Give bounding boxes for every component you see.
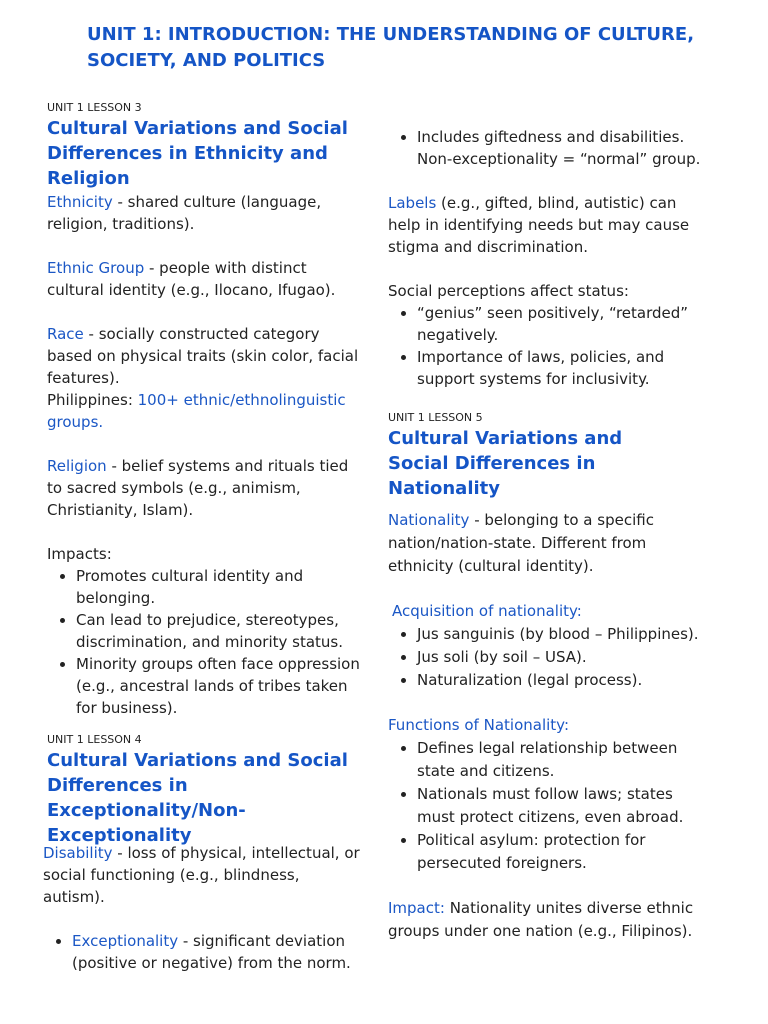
labels-definition — [388, 192, 703, 258]
list-item: • Jus soli (by soil – USA). — [417, 646, 703, 669]
list-item: • Can lead to prejudice, stereotypes, discrimination, and minority status. — [76, 609, 367, 653]
philippines-label: Philippines: — [47, 391, 138, 409]
left-column-bottom — [43, 842, 363, 974]
labels-text: (e.g., gifted, blind, autistic) can help in identifying needs but may cause stigma and discrimination. — [388, 194, 690, 256]
list-item: • Promotes cultural identity and belonging. — [76, 565, 367, 609]
ethnicity-definition — [47, 191, 367, 235]
page-title: UNIT 1: INTRODUCTION: THE UNDERSTANDING OF CULTURE, SOCIETY, AND POLITICS — [87, 24, 695, 71]
perceptions-list — [388, 302, 703, 390]
lesson5-tag: UNIT 1 LESSON 5 — [388, 411, 483, 424]
list-item — [72, 930, 363, 974]
list-item: • “genius” seen positively, “retarded” negatively. — [417, 302, 703, 346]
ethnicity-term: Ethnicity — [47, 193, 113, 211]
list-item: • Naturalization (legal process). — [417, 669, 703, 692]
ethnic-group-definition — [47, 257, 367, 301]
philippines-line — [47, 389, 367, 433]
list-item: • Political asylum: protection for persecuted foreigners. — [417, 829, 703, 875]
impacts-list — [47, 565, 367, 719]
exceptionality-continued-list — [388, 126, 703, 170]
acquisition-list — [388, 623, 703, 692]
lesson4-tag: UNIT 1 LESSON 4 — [47, 733, 142, 746]
impact-statement — [388, 897, 703, 943]
list-item: • Defines legal relationship between state and citizens. — [417, 737, 703, 783]
list-item: • Minority groups often face oppression (e.g., ancestral lands of tribes taken for business). — [76, 653, 367, 719]
exceptionality-text: - significant deviation (positive or negative) from the norm. — [72, 932, 351, 972]
list-item: • Nationals must follow laws; states must protect citizens, even abroad. — [417, 783, 703, 829]
ethnic-group-term: Ethnic Group — [47, 259, 145, 277]
race-text: - socially constructed category based on physical traits (skin color, facial features). — [47, 325, 359, 387]
religion-term: Religion — [47, 457, 107, 475]
perceptions-label: Social perceptions affect status: — [388, 282, 629, 300]
disability-text: - loss of physical, intellectual, or social functioning (e.g., blindness, autism). — [43, 844, 360, 906]
functions-label: Functions of Nationality: — [388, 716, 570, 734]
nationality-term: Nationality — [388, 511, 470, 529]
acquisition-label: Acquisition of nationality: — [392, 602, 582, 620]
impact-text: Nationality unites diverse ethnic groups under one nation (e.g., Filipinos). — [388, 899, 694, 940]
lesson4-heading: Cultural Variations and Social Differences in Exceptionality/Non-Exceptionality — [47, 750, 348, 846]
impact-label: Impact: — [388, 899, 445, 917]
impacts-label: Impacts: — [47, 545, 112, 563]
race-term: Race — [47, 325, 84, 343]
philippines-value: 100+ ethnic/ethnolinguistic groups. — [47, 391, 346, 431]
religion-definition — [47, 455, 367, 521]
disability-term: Disability — [43, 844, 113, 862]
exceptionality-list — [43, 930, 363, 974]
right-column — [388, 126, 703, 943]
list-item: • Includes giftedness and disabilities. Non-exceptionality = “normal” group. — [417, 126, 703, 170]
lesson3-heading: Cultural Variations and Social Differences in Ethnicity and Religion — [47, 118, 348, 189]
nationality-definition — [388, 509, 703, 578]
nationality-text: - belonging to a specific nation/nation-state. Different from ethnicity (cultural identity). — [388, 511, 654, 575]
disability-definition — [43, 842, 363, 908]
lesson3-tag: UNIT 1 LESSON 3 — [47, 101, 142, 114]
exceptionality-term: Exceptionality — [72, 932, 179, 950]
functions-list — [388, 737, 703, 875]
labels-term: Labels — [388, 194, 437, 212]
ethnic-group-text: - people with distinct cultural identity (e.g., Ilocano, Ifugao). — [47, 259, 336, 299]
ethnicity-text: - shared culture (language, religion, traditions). — [47, 193, 322, 233]
left-column — [47, 101, 367, 848]
race-definition — [47, 323, 367, 389]
list-item: • Jus sanguinis (by blood – Philippines). — [417, 623, 703, 646]
religion-text: - belief systems and rituals tied to sacred symbols (e.g., animism, Christianity, Islam). — [47, 457, 349, 519]
lesson5-heading: Cultural Variations and Social Differences in Nationality — [388, 428, 623, 499]
list-item: • Importance of laws, policies, and support systems for inclusivity. — [417, 346, 703, 390]
